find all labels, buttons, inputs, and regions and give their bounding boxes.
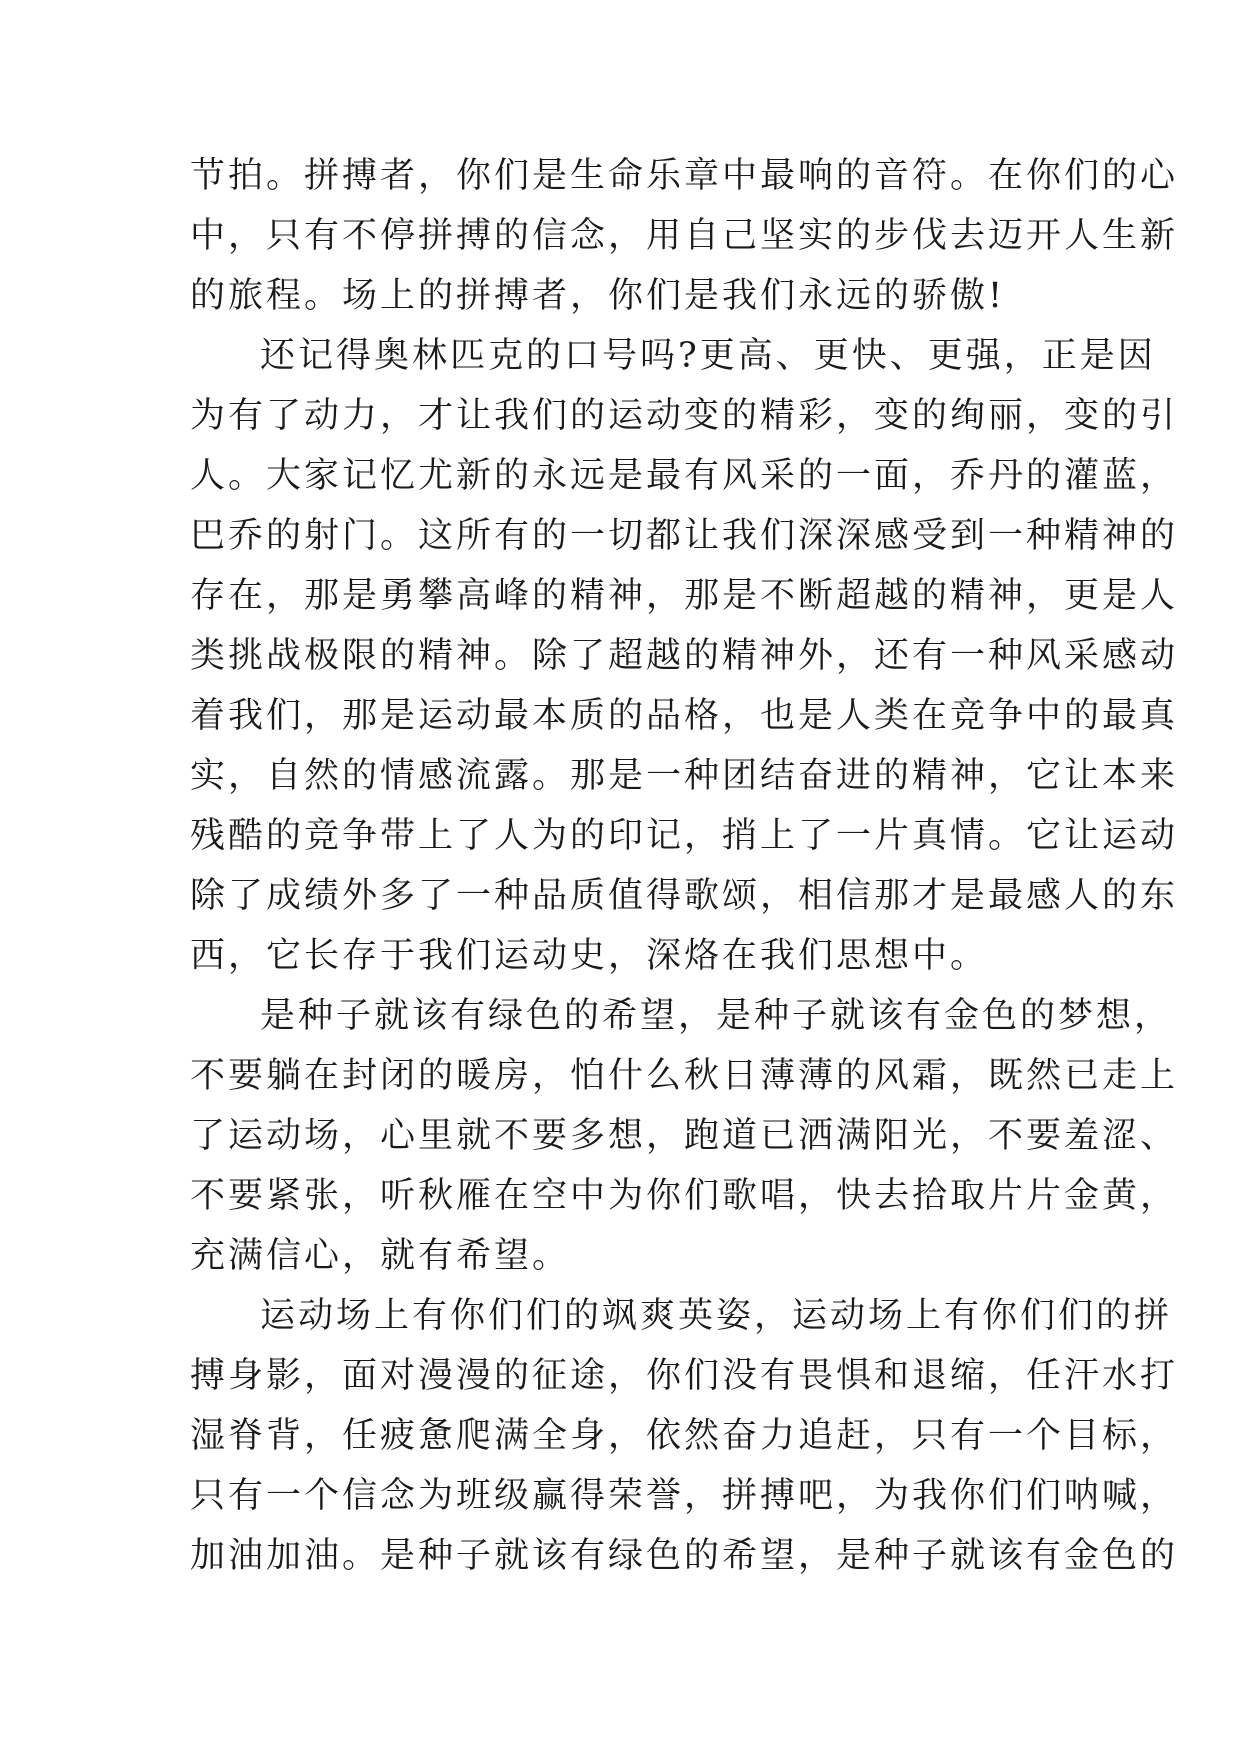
paragraph (190, 326, 1179, 986)
text-line: 实，自然的情感流露。那是一种团结奋进的精神，它让本来 (190, 756, 1179, 796)
text-line: 加油加油。是种子就该有绿色的希望，是种子就该有金色的 (190, 1536, 1179, 1576)
text-line: 除了成绩外多了一种品质值得歌颂，相信那才是最感人的东 (190, 876, 1179, 916)
text-line: 不要躺在封闭的暖房，怕什么秋日薄薄的风霜，既然已走上 (190, 1056, 1179, 1096)
text-line: 只有一个信念为班级赢得荣誉，拼搏吧，为我你们们呐喊， (190, 1476, 1179, 1516)
text-line: 湿脊背，任疲惫爬满全身，依然奋力追赶，只有一个目标， (190, 1416, 1179, 1456)
text-line: 节拍。拼搏者，你们是生命乐章中最响的音符。在你们的心 (190, 156, 1179, 196)
text-line: 不要紧张，听秋雁在空中为你们歌唱，快去拾取片片金黄， (190, 1176, 1179, 1216)
text-line: 巴乔的射门。这所有的一切都让我们深深感受到一种精神的 (190, 516, 1179, 556)
text-line: 还记得奥林匹克的口号吗?更高、更快、更强，正是因 (260, 336, 1156, 376)
text-line: 存在，那是勇攀高峰的精神，那是不断超越的精神，更是人 (190, 576, 1179, 616)
text-line: 类挑战极限的精神。除了超越的精神外，还有一种风采感动 (190, 636, 1179, 676)
paragraph (190, 146, 1179, 326)
text-line: 了运动场，心里就不要多想，跑道已洒满阳光，不要羞涩、 (190, 1116, 1179, 1156)
text-line: 充满信心，就有希望。 (190, 1236, 571, 1276)
text-line: 为有了动力，才让我们的运动变的精彩，变的绚丽，变的引 (190, 396, 1179, 436)
text-line: 西，它长存于我们运动史，深烙在我们思想中。 (190, 936, 989, 976)
text-line: 运动场上有你们们的飒爽英姿，运动场上有你们们的拼 (260, 1296, 1173, 1336)
text-line: 的旅程。场上的拼搏者，你们是我们永远的骄傲! (190, 276, 1006, 316)
document-body (190, 146, 1179, 1586)
text-line: 人。大家记忆尤新的永远是最有风采的一面，乔丹的灌蓝， (190, 456, 1179, 496)
text-line: 搏身影，面对漫漫的征途，你们没有畏惧和退缩，任汗水打 (190, 1356, 1179, 1396)
text-line: 残酷的竞争带上了人为的印记，捎上了一片真情。它让运动 (190, 816, 1179, 856)
paragraph (190, 986, 1179, 1286)
text-line: 中，只有不停拼搏的信念，用自己坚实的步伐去迈开人生新 (190, 216, 1179, 256)
text-line: 着我们，那是运动最本质的品格，也是人类在竞争中的最真 (190, 696, 1179, 736)
text-line: 是种子就该有绿色的希望，是种子就该有金色的梦想， (260, 996, 1173, 1036)
paragraph (190, 1286, 1179, 1586)
